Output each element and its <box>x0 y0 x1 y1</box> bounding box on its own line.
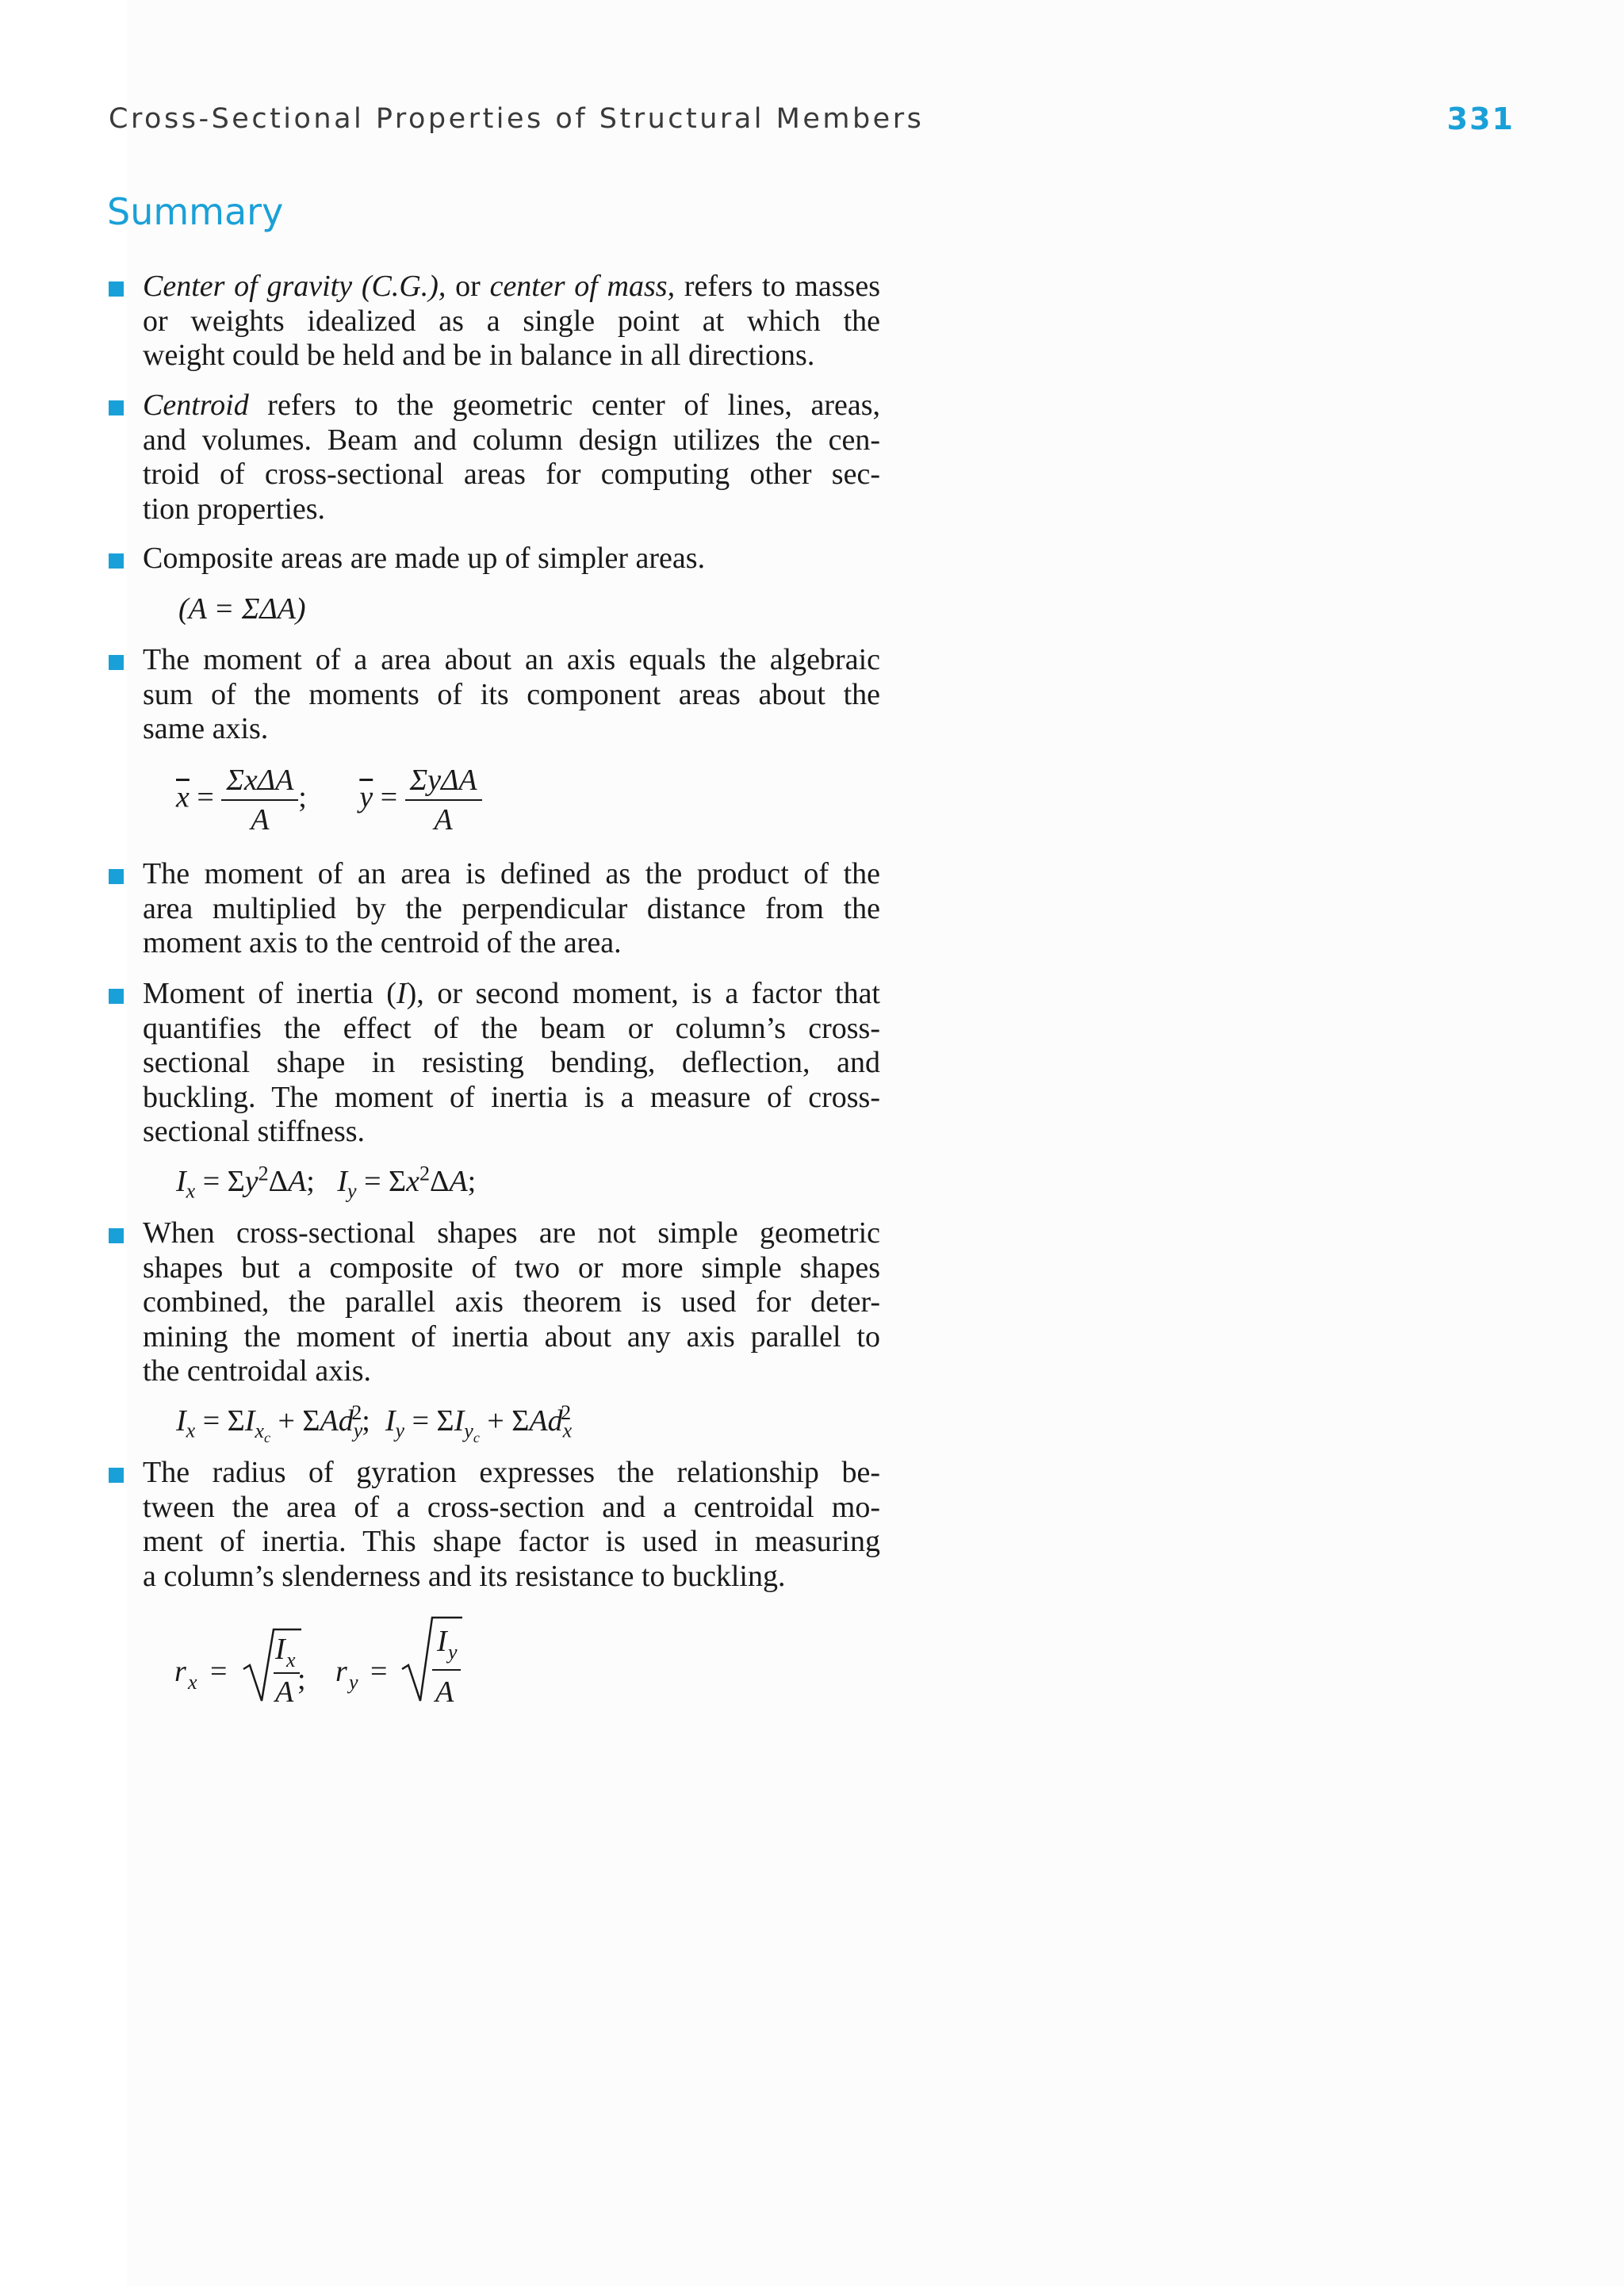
text-line: troid of cross-sectional areas for computing other sec- <box>143 458 880 491</box>
text-line: The radius of gyration expresses the relationship be- <box>143 1456 880 1489</box>
text-line: tween the area of a cross-section and a centroidal mo- <box>143 1490 880 1524</box>
summary-item-2 <box>143 389 880 527</box>
svg-text:=: = <box>370 1655 388 1688</box>
bullet-icon <box>109 1468 124 1483</box>
text-line: tion properties. <box>143 492 326 526</box>
text-line: The moment of an area is defined as the product of the <box>143 857 880 890</box>
parallel-axis-formula: $I_x = \Sigma I_{x_c} + \Sigma Ad_y^2$; $I_y = \Sigma I_{y_c} + \Sigma Ad_x^2$ <box>176 1401 573 1446</box>
text-line: When cross-sectional shapes are not simple geometric <box>143 1216 880 1250</box>
text-line: weight could be held and be in balance in all directions. <box>143 339 815 372</box>
centroid-formula: $\overline{x}$ = $\frac{\text{ΣxΔA}}{A}$ ; $\overline{y}$ = $\frac{\text{ΣyΔA}}{A}$ <box>176 761 482 839</box>
text-line: moment axis to the centroid of the area. <box>143 926 622 959</box>
composite-area-formula: (A = ΣΔA) <box>178 592 306 626</box>
svg-text:;: ; <box>297 1663 306 1696</box>
text-line: same axis. <box>143 712 269 745</box>
text-line: area multiplied by the perpendicular distance from the <box>143 891 880 925</box>
summary-item-8 <box>143 1456 880 1594</box>
summary-item-3 <box>143 542 880 576</box>
bullet-icon <box>109 655 124 670</box>
svg-text:y: y <box>448 1641 458 1664</box>
text-line: ment of inertia. This shape factor is used in measuring <box>143 1525 880 1558</box>
text-line: sectional stiffness. <box>143 1115 366 1148</box>
summary-item-6 <box>143 977 880 1150</box>
bullet-icon <box>109 989 124 1004</box>
svg-text:A: A <box>435 1675 454 1709</box>
svg-text:=: = <box>210 1655 228 1688</box>
svg-text:r: r <box>174 1655 186 1688</box>
bullet-icon <box>109 400 124 415</box>
summary-item-1 <box>143 270 880 373</box>
text-line: mining the moment of inertia about any axis parallel to <box>143 1319 880 1354</box>
text-line: a column’s slenderness and its resistance to buckling. <box>143 1559 786 1593</box>
text-line: shapes but a composite of two or more simple shapes <box>143 1250 880 1285</box>
page-number: 331 <box>1446 101 1515 136</box>
svg-text:x: x <box>188 1671 197 1694</box>
text-line: Center of gravity (C.G.), or center of mass, refers to masses <box>143 270 880 303</box>
bullet-icon <box>109 1228 124 1243</box>
summary-item-4 <box>143 643 880 747</box>
summary-heading: Summary <box>107 190 284 233</box>
fraction-x: $\frac{\text{ΣxΔA}}{A}$ <box>221 761 298 839</box>
radius-of-gyration-formula <box>170 1610 488 1729</box>
text-line: The moment of a area about an axis equals the algebraic <box>143 643 880 676</box>
running-header-title: Cross-Sectional Properties of Structural Members <box>109 103 925 135</box>
text-line: Moment of inertia (I), or second moment, is a factor that <box>143 977 880 1010</box>
svg-text:I: I <box>437 1625 447 1658</box>
svg-text:y: y <box>349 1671 358 1694</box>
text-line: combined, the parallel axis theorem is used for deter- <box>143 1285 880 1319</box>
svg-text:x: x <box>286 1648 296 1671</box>
bullet-icon <box>109 553 124 569</box>
summary-item-7 <box>143 1216 880 1389</box>
bullet-icon <box>109 281 124 297</box>
text-line: Composite areas are made up of simpler areas. <box>143 542 706 575</box>
svg-text:A: A <box>275 1675 294 1709</box>
svg-text:r: r <box>335 1655 347 1688</box>
text-line: quantifies the effect of the beam or column’s cross- <box>143 1011 880 1045</box>
text-line: Centroid refers to the geometric center of lines, areas, <box>143 389 880 422</box>
text-line: buckling. The moment of inertia is a measure of cross- <box>143 1080 880 1114</box>
text-line: or weights idealized as a single point at which the <box>143 304 880 338</box>
fraction-y: $\frac{\text{ΣyΔA}}{A}$ <box>405 761 482 839</box>
text-line: the centroidal axis. <box>143 1354 372 1388</box>
svg-text:I: I <box>275 1633 285 1666</box>
text-line: and volumes. Beam and column design utilizes the cen- <box>143 423 880 457</box>
text-line: sum of the moments of its component areas about the <box>143 677 880 711</box>
text-line: sectional shape in resisting bending, deflection, and <box>143 1046 880 1079</box>
moment-of-inertia-formula: $I_x = \Sigma y^2\Delta A$; $I_y = \Sigma x^2\Delta A$; <box>176 1162 477 1203</box>
bullet-icon <box>109 869 124 884</box>
summary-item-5 <box>143 857 880 961</box>
